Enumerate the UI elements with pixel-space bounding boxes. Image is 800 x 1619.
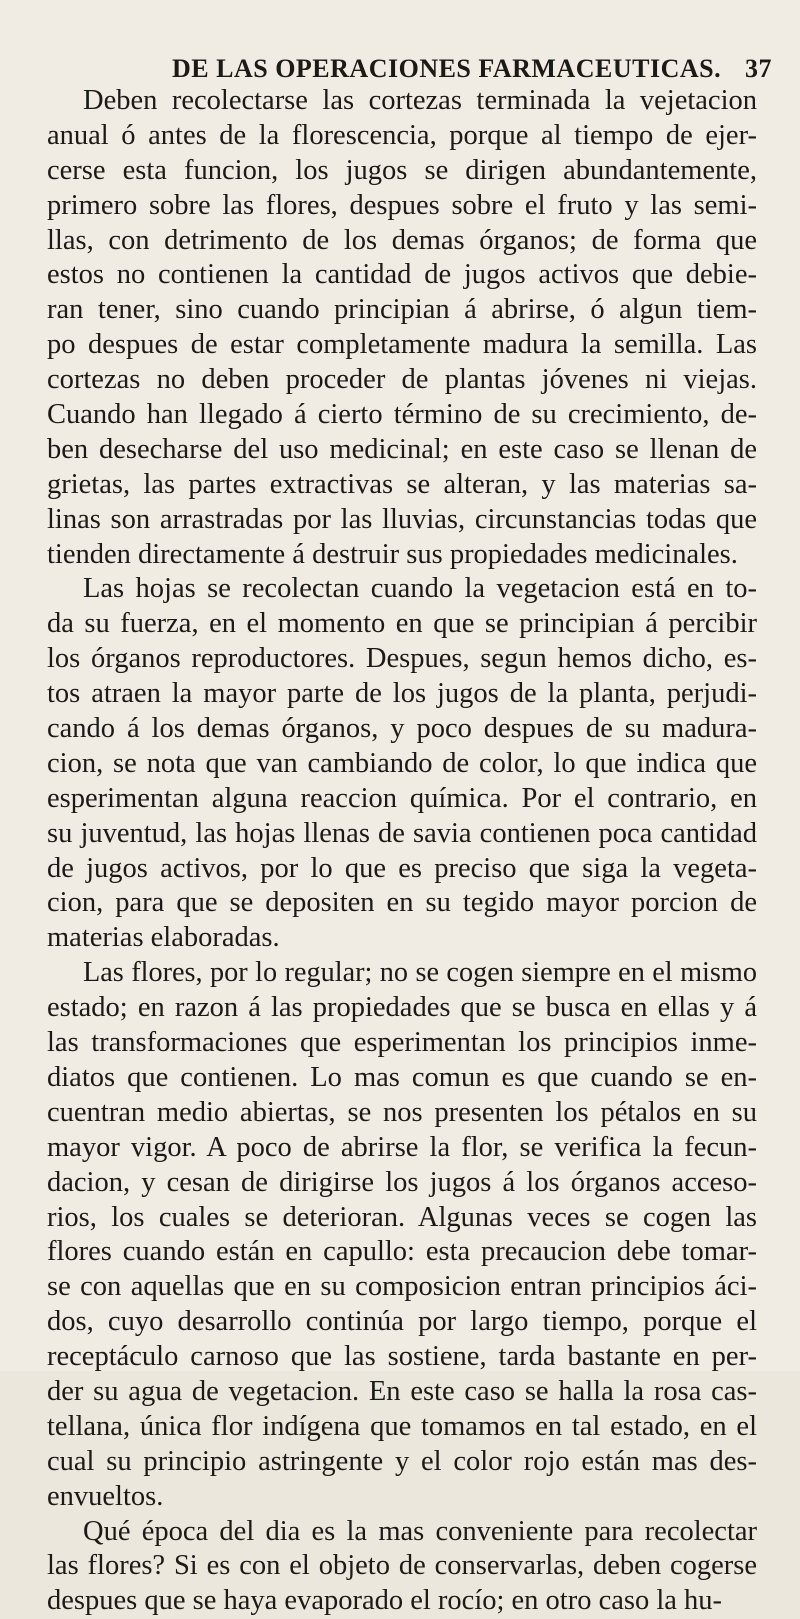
text-line: cerse esta funcion, los jugos se dirigen abundantemente, bbox=[47, 154, 757, 186]
text-line: ran tener, sino cuando principian á abrirse, ó algun tiem- bbox=[47, 294, 757, 326]
text-line: despues que se haya evaporado el rocío; en otro caso la hu- bbox=[47, 1585, 723, 1617]
text-line: primero sobre las flores, despues sobre el fruto y las semi- bbox=[47, 189, 757, 221]
text-line: estos no contienen la cantidad de jugos activos que debie- bbox=[47, 259, 757, 291]
body-text bbox=[47, 84, 757, 1619]
text-line: las flores? Si es con el objeto de conservarlas, deben cogerse bbox=[47, 1550, 757, 1582]
text-line: flores cuando están en capullo: esta precaucion debe tomar- bbox=[47, 1236, 757, 1268]
text-line: grietas, las partes extractivas se alteran, y las materias sa- bbox=[47, 468, 757, 500]
text-line: receptáculo carnoso que las sostiene, tarda bastante en per- bbox=[47, 1341, 757, 1373]
text-line: dos, cuyo desarrollo continúa por largo tiempo, porque el bbox=[47, 1306, 757, 1338]
paragraph bbox=[47, 572, 757, 956]
text-line: rios, los cuales se deterioran. Algunas veces se cogen las bbox=[47, 1201, 757, 1233]
text-line: envueltos. bbox=[47, 1480, 164, 1512]
text-line: Las hojas se recolectan cuando la vegetacion está en to- bbox=[83, 573, 757, 605]
text-line: cando á los demas órganos, y poco despues de su madura- bbox=[47, 713, 757, 745]
text-line: materias elaboradas. bbox=[47, 922, 280, 954]
text-line: ben desecharse del uso medicinal; en este caso se llenan de bbox=[47, 433, 757, 465]
text-line: Cuando han llegado á cierto término de su crecimiento, de- bbox=[47, 399, 757, 431]
paragraph bbox=[47, 956, 757, 1514]
text-line: las transformaciones que esperimentan los principios inme- bbox=[47, 1027, 757, 1059]
text-line: cortezas no deben proceder de plantas jóvenes ni viejas. bbox=[47, 364, 757, 396]
text-line: estado; en razon á las propiedades que se busca en ellas y á bbox=[47, 992, 757, 1024]
text-line: esperimentan alguna reaccion química. Por el contrario, en bbox=[47, 782, 757, 814]
text-line: cion, para que se depositen en su tegido mayor porcion de bbox=[47, 887, 757, 919]
text-line: tienden directamente á destruir sus propiedades medicinales. bbox=[47, 538, 738, 570]
page-number: 37 bbox=[745, 54, 772, 83]
text-line: llas, con detrimento de los demas órganos; de forma que bbox=[47, 224, 757, 256]
text-line: cual su principio astringente y el color rojo están mas des- bbox=[47, 1445, 757, 1477]
text-line: los órganos reproductores. Despues, segun hemos dicho, es- bbox=[47, 643, 757, 675]
text-line: diatos que contienen. Lo mas comun es que cuando se en- bbox=[47, 1061, 757, 1093]
text-line: de jugos activos, por lo que es preciso que siga la vegeta- bbox=[47, 852, 757, 884]
text-line: dacion, y cesan de dirigirse los jugos á los órganos acceso- bbox=[47, 1166, 757, 1198]
text-line: tellana, única flor indígena que tomamos en tal estado, en el bbox=[47, 1410, 757, 1442]
text-line: cuentran medio abiertas, se nos presenten los pétalos en su bbox=[47, 1096, 757, 1128]
text-line: Qué época del dia es la mas conveniente para recolectar bbox=[83, 1515, 757, 1547]
paragraph bbox=[47, 1515, 757, 1619]
text-line: su juventud, las hojas llenas de savia contienen poca cantidad bbox=[47, 817, 757, 849]
text-line: da su fuerza, en el momento en que se principian á percibir bbox=[47, 608, 757, 640]
text-line: tos atraen la mayor parte de los jugos de la planta, perjudi- bbox=[47, 678, 757, 710]
text-line: Las flores, por lo regular; no se cogen siempre en el mismo bbox=[83, 957, 757, 989]
paragraph bbox=[47, 84, 757, 572]
text-line: anual ó antes de la florescencia, porque al tiempo de ejer- bbox=[47, 119, 757, 151]
text-line: mayor vigor. A poco de abrirse la flor, se verifica la fecun- bbox=[47, 1131, 757, 1163]
text-line: po despues de estar completamente madura la semilla. Las bbox=[47, 329, 757, 361]
text-line: cion, se nota que van cambiando de color, lo que indica que bbox=[47, 747, 757, 779]
running-title: DE LAS OPERACIONES FARMACEUTICAS. bbox=[172, 54, 722, 83]
text-line: Deben recolectarse las cortezas terminada la vejetacion bbox=[83, 85, 757, 116]
text-line: linas son arrastradas por las lluvias, circunstancias todas que bbox=[47, 503, 757, 535]
text-line: der su agua de vegetacion. En este caso se halla la rosa cas- bbox=[47, 1375, 757, 1407]
text-line: se con aquellas que en su composicion entran principios áci- bbox=[47, 1271, 757, 1303]
